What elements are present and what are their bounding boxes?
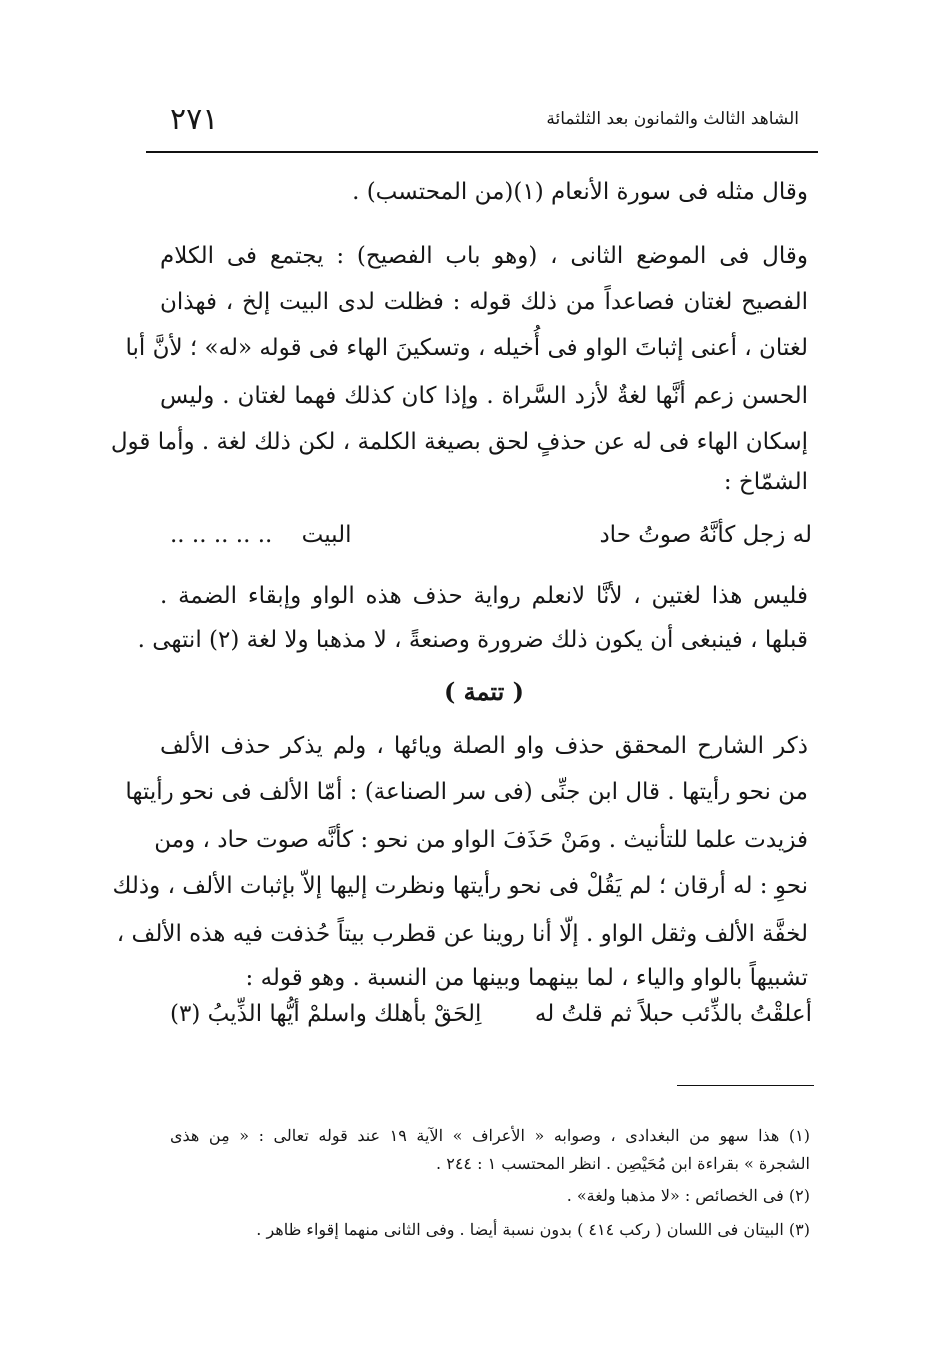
footnote-line: (٣) البيتان فى اللسان ( ركب ٤١٤ ) بدون نسبة أيضا . وفى الثانى منهما إقواء ظاهر . bbox=[256, 1220, 810, 1239]
body-line: الحسن زعم أنَّها لغةٌ لأزد السَّراة . وإذا كان كذلك فهما لغتان . وليس bbox=[160, 383, 808, 409]
body-line: وقال فى الموضع الثانى ، (وهو باب الفصيح) : يجتمع فى الكلام bbox=[160, 243, 808, 269]
header-rule bbox=[146, 151, 818, 153]
verse-first-hemistich: له زجل كأنَّهُ صوتُ حاد bbox=[599, 522, 812, 548]
verse-second-hemistich: اِلحَقْ بأهلك واسلمْ أيُّها الذِّيبُ (٣) bbox=[170, 1001, 482, 1027]
body-line: فزيدت علما للتأنيث . ومَنْ حَذَفَ الواو من نحو : كأنَّه صوت حاد ، ومن bbox=[154, 827, 808, 853]
body-line: نحوِ : له أرقان ؛ لم يَقُلْ فى نحو رأيتها ونظرت إليها إلاّ بإثبات الألف ، وذلك bbox=[112, 873, 808, 899]
body-line: وقال مثله فى سورة الأنعام (١)(من المحتسب) . bbox=[352, 179, 808, 205]
verse-tail-word: البيت bbox=[301, 522, 352, 548]
section-title: ( تتمة ) bbox=[443, 677, 525, 706]
body-line: تشبيهاً بالواو والياء ، لما بينهما وبينها من النسبة . وهو قوله : bbox=[245, 965, 808, 991]
running-title: الشاهد الثالث والثمانون بعد الثلثمائة bbox=[546, 109, 799, 129]
body-line: قبلها ، فينبغى أن يكون ذلك ضرورة وصنعةً ، لا مذهبا ولا لغة (٢) انتهى . bbox=[137, 627, 808, 653]
footnote-line: الشجرة » بقراءة ابن مُحَيْصِن . انظر المحتسب ١ : ٢٤٤ . bbox=[436, 1154, 810, 1173]
body-line: ذكر الشارح المحقق حذف واو الصلة ويائها ، ولم يذكر حذف الألف bbox=[160, 733, 808, 759]
body-line: الشمّاخ : bbox=[723, 469, 808, 495]
body-line: لخفَّة الألف وثقل الواو . إلّا أنا روينا عن قطرب بيتاً حُذفت فيه هذه الألف ، bbox=[116, 921, 808, 947]
body-line: الفصيح لغتان فصاعداً من ذلك قوله : فظلت لدى البيت إلخ ، فهذان bbox=[160, 289, 808, 315]
verse-first-hemistich: أعلقْتُ بالذِّئب حبلاً ثم قلتُ له bbox=[534, 1001, 812, 1027]
body-line: فليس هذا لغتين ، لأنَّا لانعلم رواية حذف هذه الواو وإبقاء الضمة . bbox=[160, 583, 808, 609]
footnote-line: (١) هذا سهو من البغدادى ، وصوابه « الأعراف » الآية ١٩ عند قوله تعالى : « مِن هذى bbox=[170, 1126, 811, 1145]
footnote-rule bbox=[677, 1085, 814, 1086]
verse-qutrub bbox=[170, 994, 812, 1034]
footnote-line: (٢) فى الخصائص : «لا مذهبا ولغة» . bbox=[566, 1186, 810, 1205]
verse-shammakh bbox=[170, 515, 812, 555]
verse-ellipsis: .. .. .. .. .. bbox=[170, 522, 273, 548]
page-number: ٢٧١ bbox=[170, 102, 219, 137]
body-line: من نحو رأيتها . قال ابن جنِّى (فى سر الصناعة) : أمّا الألف فى نحو رأيتها bbox=[125, 779, 808, 805]
body-line: لغتان ، أعنى إثباتَ الواو فى أُخيله ، وتسكينَ الهاء فى قوله «له» ؛ لأنَّ أبا bbox=[125, 335, 808, 361]
body-line: إسكان الهاء فى له عن حذفٍ لحق بصيغة الكلمة ، لكن ذلك لغة . وأما قول bbox=[110, 429, 808, 455]
verse-tail bbox=[170, 515, 351, 555]
